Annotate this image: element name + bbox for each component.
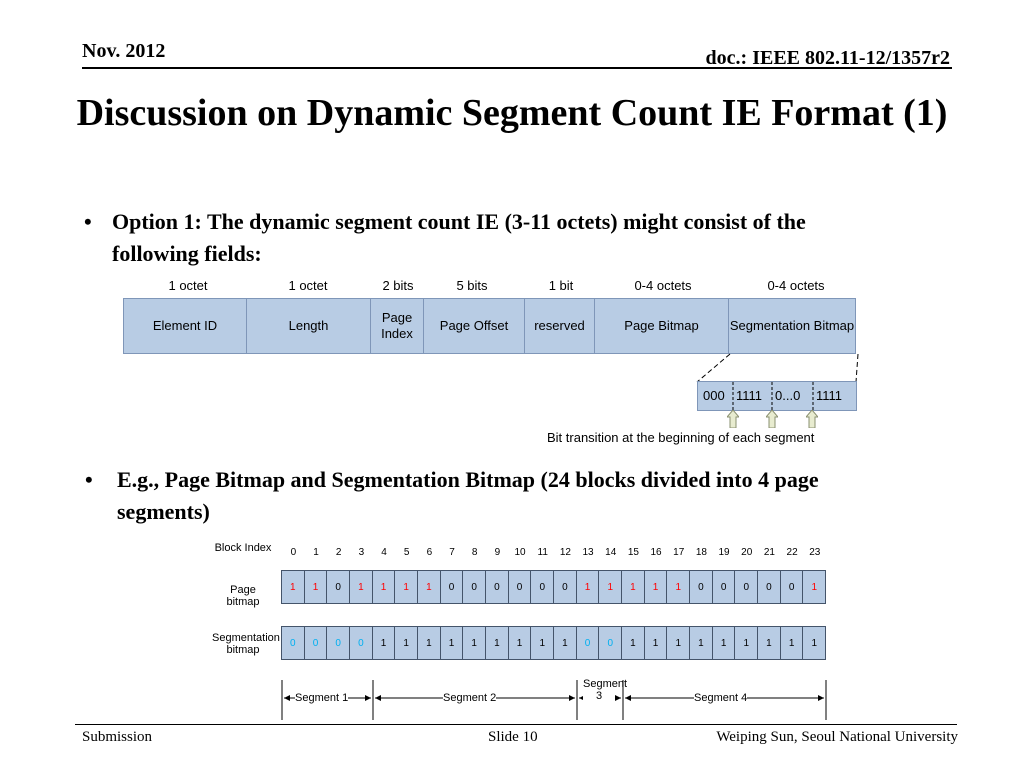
page-bitmap-cell: 1 <box>598 570 622 604</box>
size-label: 1 octet <box>288 278 328 293</box>
footer-slide-number: Slide 10 <box>488 729 538 745</box>
page-bitmap-cell: 0 <box>553 570 577 604</box>
slide-title: Discussion on Dynamic Segment Count IE Format (1) <box>76 92 948 134</box>
segmentation-bitmap-cell: 1 <box>530 626 554 660</box>
size-label: 5 bits <box>456 278 488 293</box>
bullet-example <box>85 464 897 528</box>
block-index-cell: 10 <box>514 547 526 558</box>
page-bitmap-cell: 1 <box>621 570 645 604</box>
page-bitmap-cell: 1 <box>802 570 826 604</box>
bit-group: 1111 <box>736 388 763 403</box>
page-bitmap-cell: 1 <box>644 570 668 604</box>
bit-dividers <box>698 382 856 410</box>
segmentation-bitmap-cell: 1 <box>666 626 690 660</box>
ie-field-table <box>123 298 856 354</box>
header-date: Nov. 2012 <box>82 40 166 62</box>
block-index-cell: 12 <box>559 547 571 558</box>
segmentation-bitmap-cell: 0 <box>349 626 373 660</box>
size-label: 0-4 octets <box>634 278 692 293</box>
segmentation-bitmap-cell: 1 <box>508 626 532 660</box>
field-page-index: Page Index <box>371 299 424 354</box>
segmentation-bitmap-cell: 0 <box>304 626 328 660</box>
segmentation-bitmap-cell: 1 <box>757 626 781 660</box>
segmentation-bitmap-cell: 0 <box>576 626 600 660</box>
segmentation-bitmap-cell: 1 <box>689 626 713 660</box>
size-label: 1 bit <box>548 278 574 293</box>
segmentation-bitmap-row <box>282 626 826 660</box>
page-bitmap-label: Page bitmap <box>226 584 260 608</box>
block-index-cell: 20 <box>741 547 753 558</box>
footer-submission: Submission <box>82 729 153 745</box>
bit-group: 0...0 <box>775 388 801 403</box>
page-bitmap-cell: 0 <box>712 570 736 604</box>
block-index-cell: 15 <box>627 547 639 558</box>
page-bitmap-cell: 1 <box>576 570 600 604</box>
segmentation-bitmap-cell: 1 <box>553 626 577 660</box>
segmentation-bitmap-cell: 0 <box>598 626 622 660</box>
block-index-cell: 14 <box>605 547 617 558</box>
page-bitmap-cell: 1 <box>349 570 373 604</box>
bit-group: 000 <box>703 388 725 403</box>
bullet-dot: • <box>85 467 93 492</box>
segmentation-bitmap-label: Segmentation bitmap <box>212 632 280 656</box>
page-bitmap-cell: 1 <box>304 570 328 604</box>
segmentation-bitmap-cell: 0 <box>281 626 305 660</box>
header-divider <box>82 67 952 69</box>
block-index-cell: 13 <box>582 547 594 558</box>
segmentation-bitmap-cell: 1 <box>485 626 509 660</box>
block-index-cell: 7 <box>449 547 455 558</box>
bit-example-box <box>697 381 857 411</box>
up-arrow-icon <box>806 410 818 428</box>
field-page-offset: Page Offset <box>424 299 525 354</box>
block-index-cell: 8 <box>471 547 478 558</box>
size-label: 0-4 octets <box>767 278 825 293</box>
page-bitmap-cell: 1 <box>394 570 418 604</box>
page-bitmap-cell: 1 <box>281 570 305 604</box>
block-index-cell: 19 <box>718 547 730 558</box>
bullet-text: E.g., Page Bitmap and Segmentation Bitmap (24 blocks divided into 4 page segments) <box>117 467 819 524</box>
page-bitmap-row <box>282 570 826 604</box>
segmentation-bitmap-cell: 1 <box>394 626 418 660</box>
page-bitmap-cell: 0 <box>326 570 350 604</box>
segment-brackets <box>278 680 832 722</box>
footer-author: Weiping Sun, Seoul National University <box>716 729 958 745</box>
segment-4-label: Segment 4 <box>694 692 748 704</box>
block-index-cell: 18 <box>695 547 707 558</box>
page-bitmap-cell: 1 <box>372 570 396 604</box>
up-arrow-icon <box>766 410 778 428</box>
segment-1-label: Segment 1 <box>295 692 349 704</box>
page-bitmap-cell: 0 <box>508 570 532 604</box>
block-index-cell: 0 <box>290 547 297 558</box>
block-index-cell: 3 <box>358 547 365 558</box>
bit-transition-caption: Bit transition at the beginning of each segment <box>547 430 815 445</box>
segmentation-bitmap-cell: 1 <box>802 626 826 660</box>
bullet-option-1 <box>84 206 872 270</box>
header-doc-id: doc.: IEEE 802.11-12/1357r2 <box>705 47 950 69</box>
page-bitmap-cell: 0 <box>530 570 554 604</box>
field-reserved: reserved <box>525 299 595 354</box>
page-bitmap-cell: 0 <box>780 570 804 604</box>
bullet-dot: • <box>84 209 92 234</box>
footer-divider <box>75 724 957 725</box>
page-bitmap-cell: 0 <box>689 570 713 604</box>
page-bitmap-cell: 0 <box>440 570 464 604</box>
block-index-cell: 21 <box>763 547 775 558</box>
block-index-cell: 9 <box>494 547 501 558</box>
block-index-cell: 5 <box>403 547 410 558</box>
block-index-cell: 16 <box>650 547 662 558</box>
page-bitmap-cell: 0 <box>485 570 509 604</box>
block-index-cell: 11 <box>537 547 548 558</box>
segment-2-label: Segment 2 <box>443 692 497 704</box>
field-segmentation-bitmap: Segmentation Bitmap <box>729 299 856 354</box>
size-label: 2 bits <box>382 278 414 293</box>
block-index-cell: 6 <box>426 547 433 558</box>
segmentation-bitmap-cell: 1 <box>712 626 736 660</box>
page-bitmap-cell: 0 <box>734 570 758 604</box>
segmentation-bitmap-cell: 1 <box>462 626 486 660</box>
segmentation-bitmap-cell: 1 <box>372 626 396 660</box>
field-length: Length <box>247 299 371 354</box>
page-bitmap-cell: 0 <box>757 570 781 604</box>
segmentation-bitmap-cell: 1 <box>621 626 645 660</box>
page-bitmap-cell: 0 <box>462 570 486 604</box>
segment-3-label: Segment 3 <box>583 678 628 702</box>
block-index-cell: 2 <box>335 547 342 558</box>
segmentation-bitmap-cell: 1 <box>440 626 464 660</box>
up-arrow-icon <box>727 410 739 428</box>
block-index-cell: 4 <box>381 547 387 558</box>
field-element-id: Element ID <box>124 299 247 354</box>
bit-group: 1111 <box>816 388 843 403</box>
size-label: 1 octet <box>168 278 208 293</box>
block-index-cell: 23 <box>809 547 821 558</box>
page-bitmap-cell: 1 <box>417 570 441 604</box>
segmentation-bitmap-cell: 1 <box>780 626 804 660</box>
page-bitmap-cell: 1 <box>666 570 690 604</box>
segmentation-bitmap-cell: 1 <box>417 626 441 660</box>
block-index-cell: 17 <box>673 547 685 558</box>
block-index-cell: 1 <box>313 547 319 558</box>
segmentation-bitmap-cell: 0 <box>326 626 350 660</box>
bullet-text: Option 1: The dynamic segment count IE (3-11 octets) might consist of the following fields: <box>112 209 806 266</box>
segmentation-bitmap-cell: 1 <box>644 626 668 660</box>
block-index-label: Block Index <box>214 542 272 554</box>
field-page-bitmap: Page Bitmap <box>595 299 729 354</box>
block-index-cell: 22 <box>786 547 798 558</box>
segmentation-bitmap-cell: 1 <box>734 626 758 660</box>
